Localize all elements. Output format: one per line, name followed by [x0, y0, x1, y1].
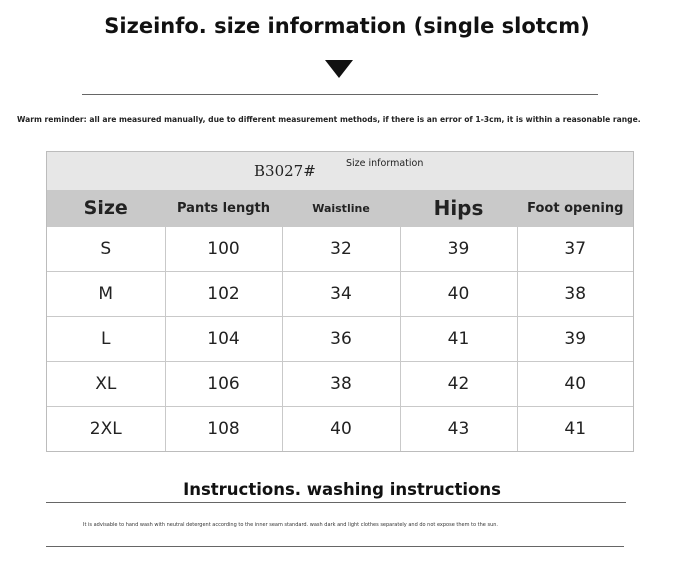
table-cell: 36: [282, 317, 400, 362]
divider: [82, 94, 598, 95]
column-header-size: Size: [47, 190, 165, 227]
divider: [46, 502, 626, 503]
model-label: Size information: [346, 158, 424, 169]
column-header-foot-opening: Foot opening: [517, 190, 633, 227]
table-row: [47, 362, 633, 407]
down-arrow-icon: [325, 60, 353, 78]
table-cell: 40: [282, 407, 400, 452]
table-cell: XL: [47, 362, 165, 407]
table-cell: 100: [165, 227, 282, 272]
table-cell: 39: [400, 227, 517, 272]
table-cell: 40: [400, 272, 517, 317]
table-cell: 2XL: [47, 407, 165, 452]
size-chart-table: [46, 151, 634, 452]
table-cell: 39: [517, 317, 633, 362]
model-code: B3027#: [254, 162, 316, 180]
instructions-title: Instructions. washing instructions: [183, 480, 501, 499]
table-cell: 38: [517, 272, 633, 317]
table-cell: 106: [165, 362, 282, 407]
table-cell: 41: [517, 407, 633, 452]
table-cell: 108: [165, 407, 282, 452]
table-row: [47, 272, 633, 317]
table-cell: S: [47, 227, 165, 272]
table-cell: 32: [282, 227, 400, 272]
table-cell: 43: [400, 407, 517, 452]
table-row: [47, 317, 633, 362]
column-header-hips: Hips: [400, 190, 517, 227]
divider: [46, 546, 624, 547]
table-row: [47, 407, 633, 452]
table-header-row: [47, 190, 633, 227]
table-cell: 41: [400, 317, 517, 362]
table-cell: M: [47, 272, 165, 317]
table-cell: 37: [517, 227, 633, 272]
column-header-pants-length: Pants length: [165, 190, 282, 227]
page-title: Sizeinfo. size information (single slotcm): [104, 14, 590, 38]
table-cell: 34: [282, 272, 400, 317]
table-row: [47, 227, 633, 272]
washing-instructions-text: It is advisable to hand wash with neutral detergent according to the inner seam standard. wash dark and light clothes separately and do not expose them to the sun.: [83, 522, 498, 528]
size-measurements-table: [47, 190, 633, 451]
warm-reminder-text: Warm reminder: all are measured manually, due to different measurement methods, if there is an error of 1-3cm, it is within a reasonable range.: [17, 115, 641, 124]
table-cell: 38: [282, 362, 400, 407]
table-cell: 42: [400, 362, 517, 407]
table-cell: L: [47, 317, 165, 362]
table-cell: 102: [165, 272, 282, 317]
table-cell: 104: [165, 317, 282, 362]
column-header-waistline: Waistline: [282, 190, 400, 227]
model-header-row: [47, 152, 633, 191]
table-cell: 40: [517, 362, 633, 407]
